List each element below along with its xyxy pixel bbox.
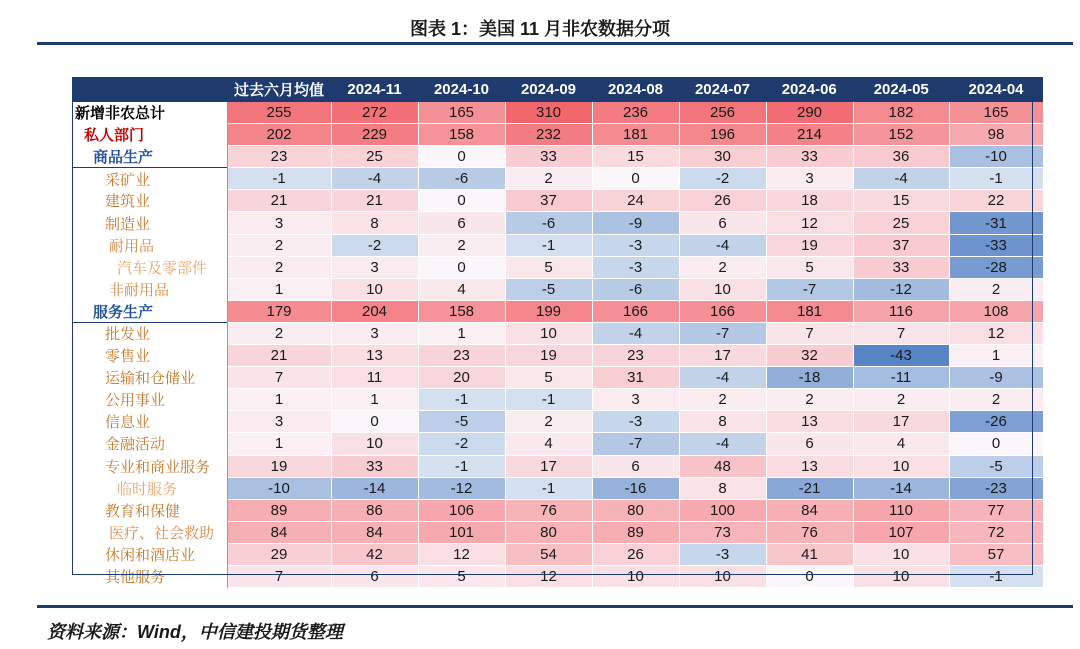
value-cell: 255 <box>227 102 331 124</box>
value-cell: 196 <box>679 124 766 146</box>
value-cell: 5 <box>505 256 592 278</box>
value-cell: -16 <box>592 477 679 499</box>
value-cell: 158 <box>418 300 505 322</box>
value-cell: 4 <box>853 433 949 455</box>
value-cell: 166 <box>679 300 766 322</box>
value-cell: -2 <box>679 168 766 190</box>
value-cell: 5 <box>505 367 592 389</box>
value-cell: -1 <box>418 389 505 411</box>
value-cell: 204 <box>331 300 418 322</box>
value-cell: 1 <box>331 389 418 411</box>
value-cell: 54 <box>505 543 592 565</box>
column-header: 2024-09 <box>505 77 592 102</box>
table-row <box>72 234 1043 256</box>
value-cell: 23 <box>227 146 331 168</box>
value-cell: 7 <box>227 565 331 587</box>
table-row <box>72 367 1043 389</box>
value-cell: 3 <box>331 322 418 344</box>
value-cell: 33 <box>766 146 853 168</box>
value-cell: -2 <box>418 433 505 455</box>
row-label: 新增非农总计 <box>72 102 227 124</box>
value-cell: 10 <box>853 543 949 565</box>
value-cell: 13 <box>331 345 418 367</box>
value-cell: -14 <box>331 477 418 499</box>
value-cell: -1 <box>227 168 331 190</box>
value-cell: -4 <box>592 322 679 344</box>
source-note: 资料来源：Wind，中信建投期货整理 <box>47 622 343 642</box>
column-header: 过去六月均值 <box>227 77 331 102</box>
value-cell: -12 <box>853 278 949 300</box>
row-label: 建筑业 <box>72 190 227 212</box>
value-cell: 26 <box>679 190 766 212</box>
value-cell: 29 <box>227 543 331 565</box>
value-cell: 214 <box>766 124 853 146</box>
table-row <box>72 124 1043 146</box>
value-cell: 8 <box>679 411 766 433</box>
value-cell: 0 <box>766 565 853 587</box>
value-cell: -1 <box>949 565 1043 587</box>
table-row <box>72 389 1043 411</box>
row-label: 金融活动 <box>72 433 227 455</box>
value-cell: -3 <box>592 234 679 256</box>
table-row <box>72 168 1043 190</box>
value-cell: 12 <box>766 212 853 234</box>
value-cell: 25 <box>331 146 418 168</box>
value-cell: 12 <box>418 543 505 565</box>
value-cell: 21 <box>331 190 418 212</box>
table-row <box>72 190 1043 212</box>
table-row <box>72 278 1043 300</box>
value-cell: 76 <box>505 499 592 521</box>
value-cell: 80 <box>592 499 679 521</box>
row-label: 私人部门 <box>72 124 227 146</box>
value-cell: 15 <box>853 190 949 212</box>
value-cell: 101 <box>418 521 505 543</box>
value-cell: 2 <box>227 256 331 278</box>
value-cell: 89 <box>227 499 331 521</box>
table-row <box>72 499 1043 521</box>
value-cell: 152 <box>853 124 949 146</box>
top-rule <box>37 42 1073 45</box>
value-cell: -4 <box>679 234 766 256</box>
value-cell: 2 <box>766 389 853 411</box>
value-cell: 15 <box>592 146 679 168</box>
value-cell: 4 <box>418 278 505 300</box>
value-cell: 310 <box>505 102 592 124</box>
value-cell: -31 <box>949 212 1043 234</box>
value-cell: 22 <box>949 190 1043 212</box>
row-label: 采矿业 <box>72 168 227 190</box>
column-header: 2024-04 <box>949 77 1043 102</box>
value-cell: 84 <box>331 521 418 543</box>
value-cell: 8 <box>679 477 766 499</box>
value-cell: -7 <box>592 433 679 455</box>
table-row <box>72 212 1043 234</box>
value-cell: 7 <box>766 322 853 344</box>
value-cell: 10 <box>331 278 418 300</box>
value-cell: 272 <box>331 102 418 124</box>
nonfarm-table-container <box>72 77 1033 587</box>
value-cell: 6 <box>766 433 853 455</box>
column-header: 2024-05 <box>853 77 949 102</box>
value-cell: 107 <box>853 521 949 543</box>
value-cell: -1 <box>505 477 592 499</box>
row-label: 专业和商业服务 <box>72 455 227 477</box>
value-cell: -3 <box>679 543 766 565</box>
value-cell: 10 <box>853 455 949 477</box>
value-cell: 17 <box>679 345 766 367</box>
table-row <box>72 543 1043 565</box>
value-cell: 10 <box>331 433 418 455</box>
table-row <box>72 565 1043 587</box>
value-cell: 5 <box>418 565 505 587</box>
value-cell: 10 <box>505 322 592 344</box>
table-row <box>72 455 1043 477</box>
value-cell: 33 <box>331 455 418 477</box>
value-cell: 11 <box>331 367 418 389</box>
value-cell: -10 <box>227 477 331 499</box>
row-label: 临时服务 <box>72 477 227 499</box>
value-cell: 100 <box>679 499 766 521</box>
column-header: 2024-11 <box>331 77 418 102</box>
column-header: 2024-06 <box>766 77 853 102</box>
table-row <box>72 322 1043 344</box>
value-cell: 0 <box>949 433 1043 455</box>
value-cell: 3 <box>592 389 679 411</box>
table-row <box>72 345 1043 367</box>
value-cell: 84 <box>227 521 331 543</box>
value-cell: 6 <box>679 212 766 234</box>
value-cell: 2 <box>949 389 1043 411</box>
row-label: 其他服务 <box>72 565 227 587</box>
value-cell: 25 <box>853 212 949 234</box>
row-label: 休闲和酒店业 <box>72 543 227 565</box>
value-cell: 30 <box>679 146 766 168</box>
value-cell: -6 <box>592 278 679 300</box>
table-row <box>72 433 1043 455</box>
value-cell: -2 <box>331 234 418 256</box>
row-label: 零售业 <box>72 345 227 367</box>
value-cell: -6 <box>418 168 505 190</box>
value-cell: -7 <box>766 278 853 300</box>
value-cell: 181 <box>592 124 679 146</box>
value-cell: 0 <box>331 411 418 433</box>
value-cell: 3 <box>331 256 418 278</box>
value-cell: -43 <box>853 345 949 367</box>
nonfarm-payrolls-table <box>72 77 1044 588</box>
value-cell: -1 <box>505 234 592 256</box>
value-cell: -4 <box>679 367 766 389</box>
value-cell: 76 <box>766 521 853 543</box>
value-cell: -4 <box>679 433 766 455</box>
row-label: 教育和保健 <box>72 499 227 521</box>
value-cell: 158 <box>418 124 505 146</box>
column-header: 2024-10 <box>418 77 505 102</box>
value-cell: 1 <box>418 322 505 344</box>
value-cell: 0 <box>418 256 505 278</box>
value-cell: 37 <box>853 234 949 256</box>
column-header: 2024-08 <box>592 77 679 102</box>
value-cell: 19 <box>227 455 331 477</box>
value-cell: 17 <box>505 455 592 477</box>
value-cell: -1 <box>949 168 1043 190</box>
value-cell: 0 <box>418 146 505 168</box>
value-cell: 89 <box>592 521 679 543</box>
value-cell: 2 <box>505 168 592 190</box>
row-label: 信息业 <box>72 411 227 433</box>
value-cell: -5 <box>949 455 1043 477</box>
value-cell: -9 <box>592 212 679 234</box>
table-row <box>72 521 1043 543</box>
value-cell: 12 <box>505 565 592 587</box>
value-cell: 17 <box>853 411 949 433</box>
value-cell: 10 <box>853 565 949 587</box>
value-cell: 3 <box>766 168 853 190</box>
value-cell: 1 <box>227 433 331 455</box>
value-cell: 57 <box>949 543 1043 565</box>
value-cell: 110 <box>853 499 949 521</box>
value-cell: 24 <box>592 190 679 212</box>
value-cell: 26 <box>592 543 679 565</box>
value-cell: -5 <box>505 278 592 300</box>
value-cell: 37 <box>505 190 592 212</box>
value-cell: -5 <box>418 411 505 433</box>
value-cell: 10 <box>679 565 766 587</box>
value-cell: 202 <box>227 124 331 146</box>
value-cell: 2 <box>853 389 949 411</box>
table-row <box>72 477 1043 499</box>
value-cell: 19 <box>505 345 592 367</box>
value-cell: 18 <box>766 190 853 212</box>
header-cell-blank <box>72 77 227 102</box>
row-label: 商品生产 <box>72 146 227 168</box>
table-row <box>72 411 1043 433</box>
value-cell: 106 <box>418 499 505 521</box>
header-row <box>72 77 1043 102</box>
row-label: 非耐用品 <box>72 278 227 300</box>
value-cell: 77 <box>949 499 1043 521</box>
value-cell: 7 <box>227 367 331 389</box>
value-cell: 236 <box>592 102 679 124</box>
value-cell: 12 <box>949 322 1043 344</box>
value-cell: 48 <box>679 455 766 477</box>
value-cell: 182 <box>853 102 949 124</box>
row-label: 汽车及零部件 <box>72 256 227 278</box>
value-cell: -4 <box>853 168 949 190</box>
value-cell: -3 <box>592 256 679 278</box>
value-cell: 4 <box>505 433 592 455</box>
value-cell: 80 <box>505 521 592 543</box>
value-cell: 36 <box>853 146 949 168</box>
value-cell: 116 <box>853 300 949 322</box>
value-cell: -18 <box>766 367 853 389</box>
table-row <box>72 256 1043 278</box>
value-cell: 13 <box>766 411 853 433</box>
value-cell: 33 <box>853 256 949 278</box>
value-cell: -3 <box>592 411 679 433</box>
value-cell: -7 <box>679 322 766 344</box>
value-cell: 3 <box>227 212 331 234</box>
value-cell: 6 <box>592 455 679 477</box>
value-cell: 73 <box>679 521 766 543</box>
value-cell: 165 <box>418 102 505 124</box>
value-cell: 0 <box>592 168 679 190</box>
value-cell: 21 <box>227 190 331 212</box>
value-cell: 6 <box>418 212 505 234</box>
value-cell: 23 <box>592 345 679 367</box>
value-cell: -4 <box>331 168 418 190</box>
value-cell: 6 <box>331 565 418 587</box>
bottom-rule <box>37 605 1073 608</box>
value-cell: 42 <box>331 543 418 565</box>
value-cell: 7 <box>853 322 949 344</box>
value-cell: -28 <box>949 256 1043 278</box>
value-cell: 290 <box>766 102 853 124</box>
value-cell: 229 <box>331 124 418 146</box>
value-cell: 33 <box>505 146 592 168</box>
value-cell: 13 <box>766 455 853 477</box>
value-cell: 1 <box>227 389 331 411</box>
value-cell: -12 <box>418 477 505 499</box>
value-cell: 10 <box>679 278 766 300</box>
row-label: 运输和仓储业 <box>72 367 227 389</box>
value-cell: 98 <box>949 124 1043 146</box>
value-cell: 165 <box>949 102 1043 124</box>
value-cell: 232 <box>505 124 592 146</box>
value-cell: -11 <box>853 367 949 389</box>
value-cell: 72 <box>949 521 1043 543</box>
value-cell: 2 <box>949 278 1043 300</box>
table-row <box>72 300 1043 322</box>
value-cell: -14 <box>853 477 949 499</box>
row-label: 医疗、社会救助 <box>72 521 227 543</box>
table-row <box>72 146 1043 168</box>
value-cell: 2 <box>227 322 331 344</box>
value-cell: 41 <box>766 543 853 565</box>
value-cell: 31 <box>592 367 679 389</box>
figure-title: 图表 1：美国 11 月非农数据分项 <box>409 19 671 39</box>
value-cell: 5 <box>766 256 853 278</box>
value-cell: -10 <box>949 146 1043 168</box>
value-cell: 2 <box>505 411 592 433</box>
value-cell: 2 <box>227 234 331 256</box>
value-cell: -26 <box>949 411 1043 433</box>
value-cell: -1 <box>505 389 592 411</box>
row-label: 公用事业 <box>72 389 227 411</box>
value-cell: 199 <box>505 300 592 322</box>
value-cell: 32 <box>766 345 853 367</box>
row-label: 制造业 <box>72 212 227 234</box>
value-cell: -9 <box>949 367 1043 389</box>
value-cell: 2 <box>679 389 766 411</box>
value-cell: 181 <box>766 300 853 322</box>
value-cell: 10 <box>592 565 679 587</box>
value-cell: 3 <box>227 411 331 433</box>
value-cell: 84 <box>766 499 853 521</box>
table-row <box>72 102 1043 124</box>
value-cell: -33 <box>949 234 1043 256</box>
value-cell: 23 <box>418 345 505 367</box>
value-cell: 20 <box>418 367 505 389</box>
row-label: 批发业 <box>72 322 227 344</box>
value-cell: 108 <box>949 300 1043 322</box>
value-cell: -23 <box>949 477 1043 499</box>
value-cell: 179 <box>227 300 331 322</box>
value-cell: 166 <box>592 300 679 322</box>
row-label: 耐用品 <box>72 234 227 256</box>
value-cell: 19 <box>766 234 853 256</box>
value-cell: 8 <box>331 212 418 234</box>
value-cell: 2 <box>679 256 766 278</box>
value-cell: -21 <box>766 477 853 499</box>
value-cell: 0 <box>418 190 505 212</box>
value-cell: 21 <box>227 345 331 367</box>
value-cell: 1 <box>949 345 1043 367</box>
value-cell: 86 <box>331 499 418 521</box>
value-cell: 2 <box>418 234 505 256</box>
value-cell: 1 <box>227 278 331 300</box>
value-cell: -6 <box>505 212 592 234</box>
value-cell: 256 <box>679 102 766 124</box>
column-header: 2024-07 <box>679 77 766 102</box>
value-cell: -1 <box>418 455 505 477</box>
row-label: 服务生产 <box>72 300 227 322</box>
